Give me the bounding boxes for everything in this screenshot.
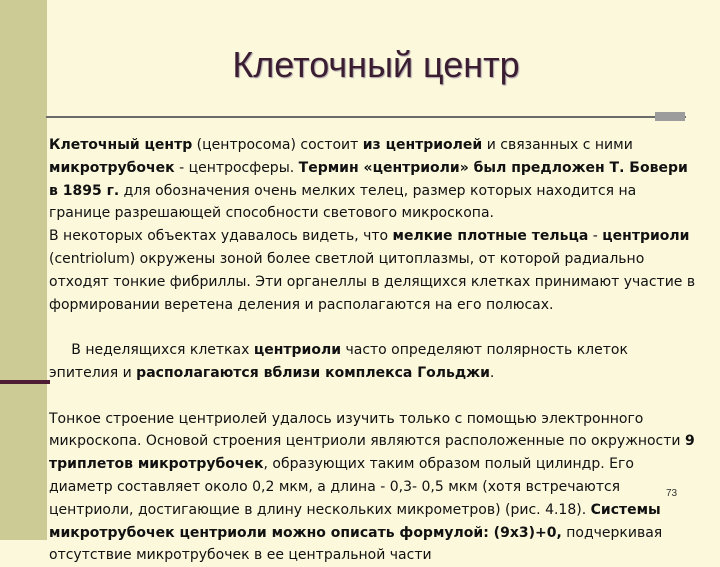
text-run-bold: Клеточный центр (49, 137, 193, 153)
text-run: подчеркивая отсутствие микротрубочек в ее центральной части (49, 524, 663, 564)
title-underline (46, 116, 686, 118)
text-run: - центросферы. (174, 159, 299, 176)
text-run-bold: Системы микротрубочек центриоли можно описать формулой: (9х3)+0, (49, 501, 661, 541)
page-number: 73 (666, 488, 678, 499)
text-run: (centriolum) окружены зоной более светлой цитоплазмы, от которой радиально отходят тонкие фибриллы. Эти органеллы в делящихся клетках принимают участие в формировании веретена деления и располагаются на его полюсах. (49, 250, 696, 313)
text-run-bold: микротрубочек (49, 159, 175, 176)
text-run: (центросома) состоит (192, 137, 363, 153)
slide-title: Клеточный центр (232, 44, 520, 85)
text-run-bold: 9 триплетов микротрубочек (49, 433, 695, 473)
text-run-bold: центриоли (253, 342, 342, 359)
text-run-bold: располагаются вблизи комплекса Гольджи (136, 364, 490, 381)
paragraph (49, 408, 699, 567)
text-run-bold: из центриолей (362, 137, 483, 153)
text-run-bold: мелкие плотные тельца (392, 228, 589, 245)
text-run: - (588, 228, 603, 245)
text-run-bold: центриоли (602, 228, 690, 245)
text-run: В некоторых объектах удавалось видеть, что (49, 228, 393, 245)
text-run: Тонкое строение центриолей удалось изучить только с помощью электронного микроскопа. Основой строения центриоли являются расположенные по окружности (49, 410, 685, 450)
text-run: , образующих таким образом полый цилиндр. Его диаметр составляет около 0,2 мкм, а длина - 0,3- 0,5 мкм (хотя встречаются центриоли, достигающие в длину нескольких микрометров) (рис. 4.18). (49, 456, 634, 518)
text-run: . (489, 364, 495, 381)
slide-body (49, 134, 699, 567)
text-run: часто определяют полярность клеток эпителия и (49, 342, 633, 381)
title-underline-accent (655, 112, 685, 121)
text-run: В неделящихся клетках (66, 342, 254, 359)
text-run: и связанных с ними (482, 137, 633, 153)
text-run-bold: Термин «центриоли» был предложен Т. Бовери в 1895 г. (49, 159, 688, 199)
paragraph (49, 134, 699, 225)
paragraph (49, 225, 699, 316)
text-run: для обозначения очень мелких телец, размер которых находится на границе разрешающей способности светового микроскопа. (49, 182, 637, 222)
paragraph (49, 316, 699, 407)
left-accent-rule (0, 380, 50, 384)
